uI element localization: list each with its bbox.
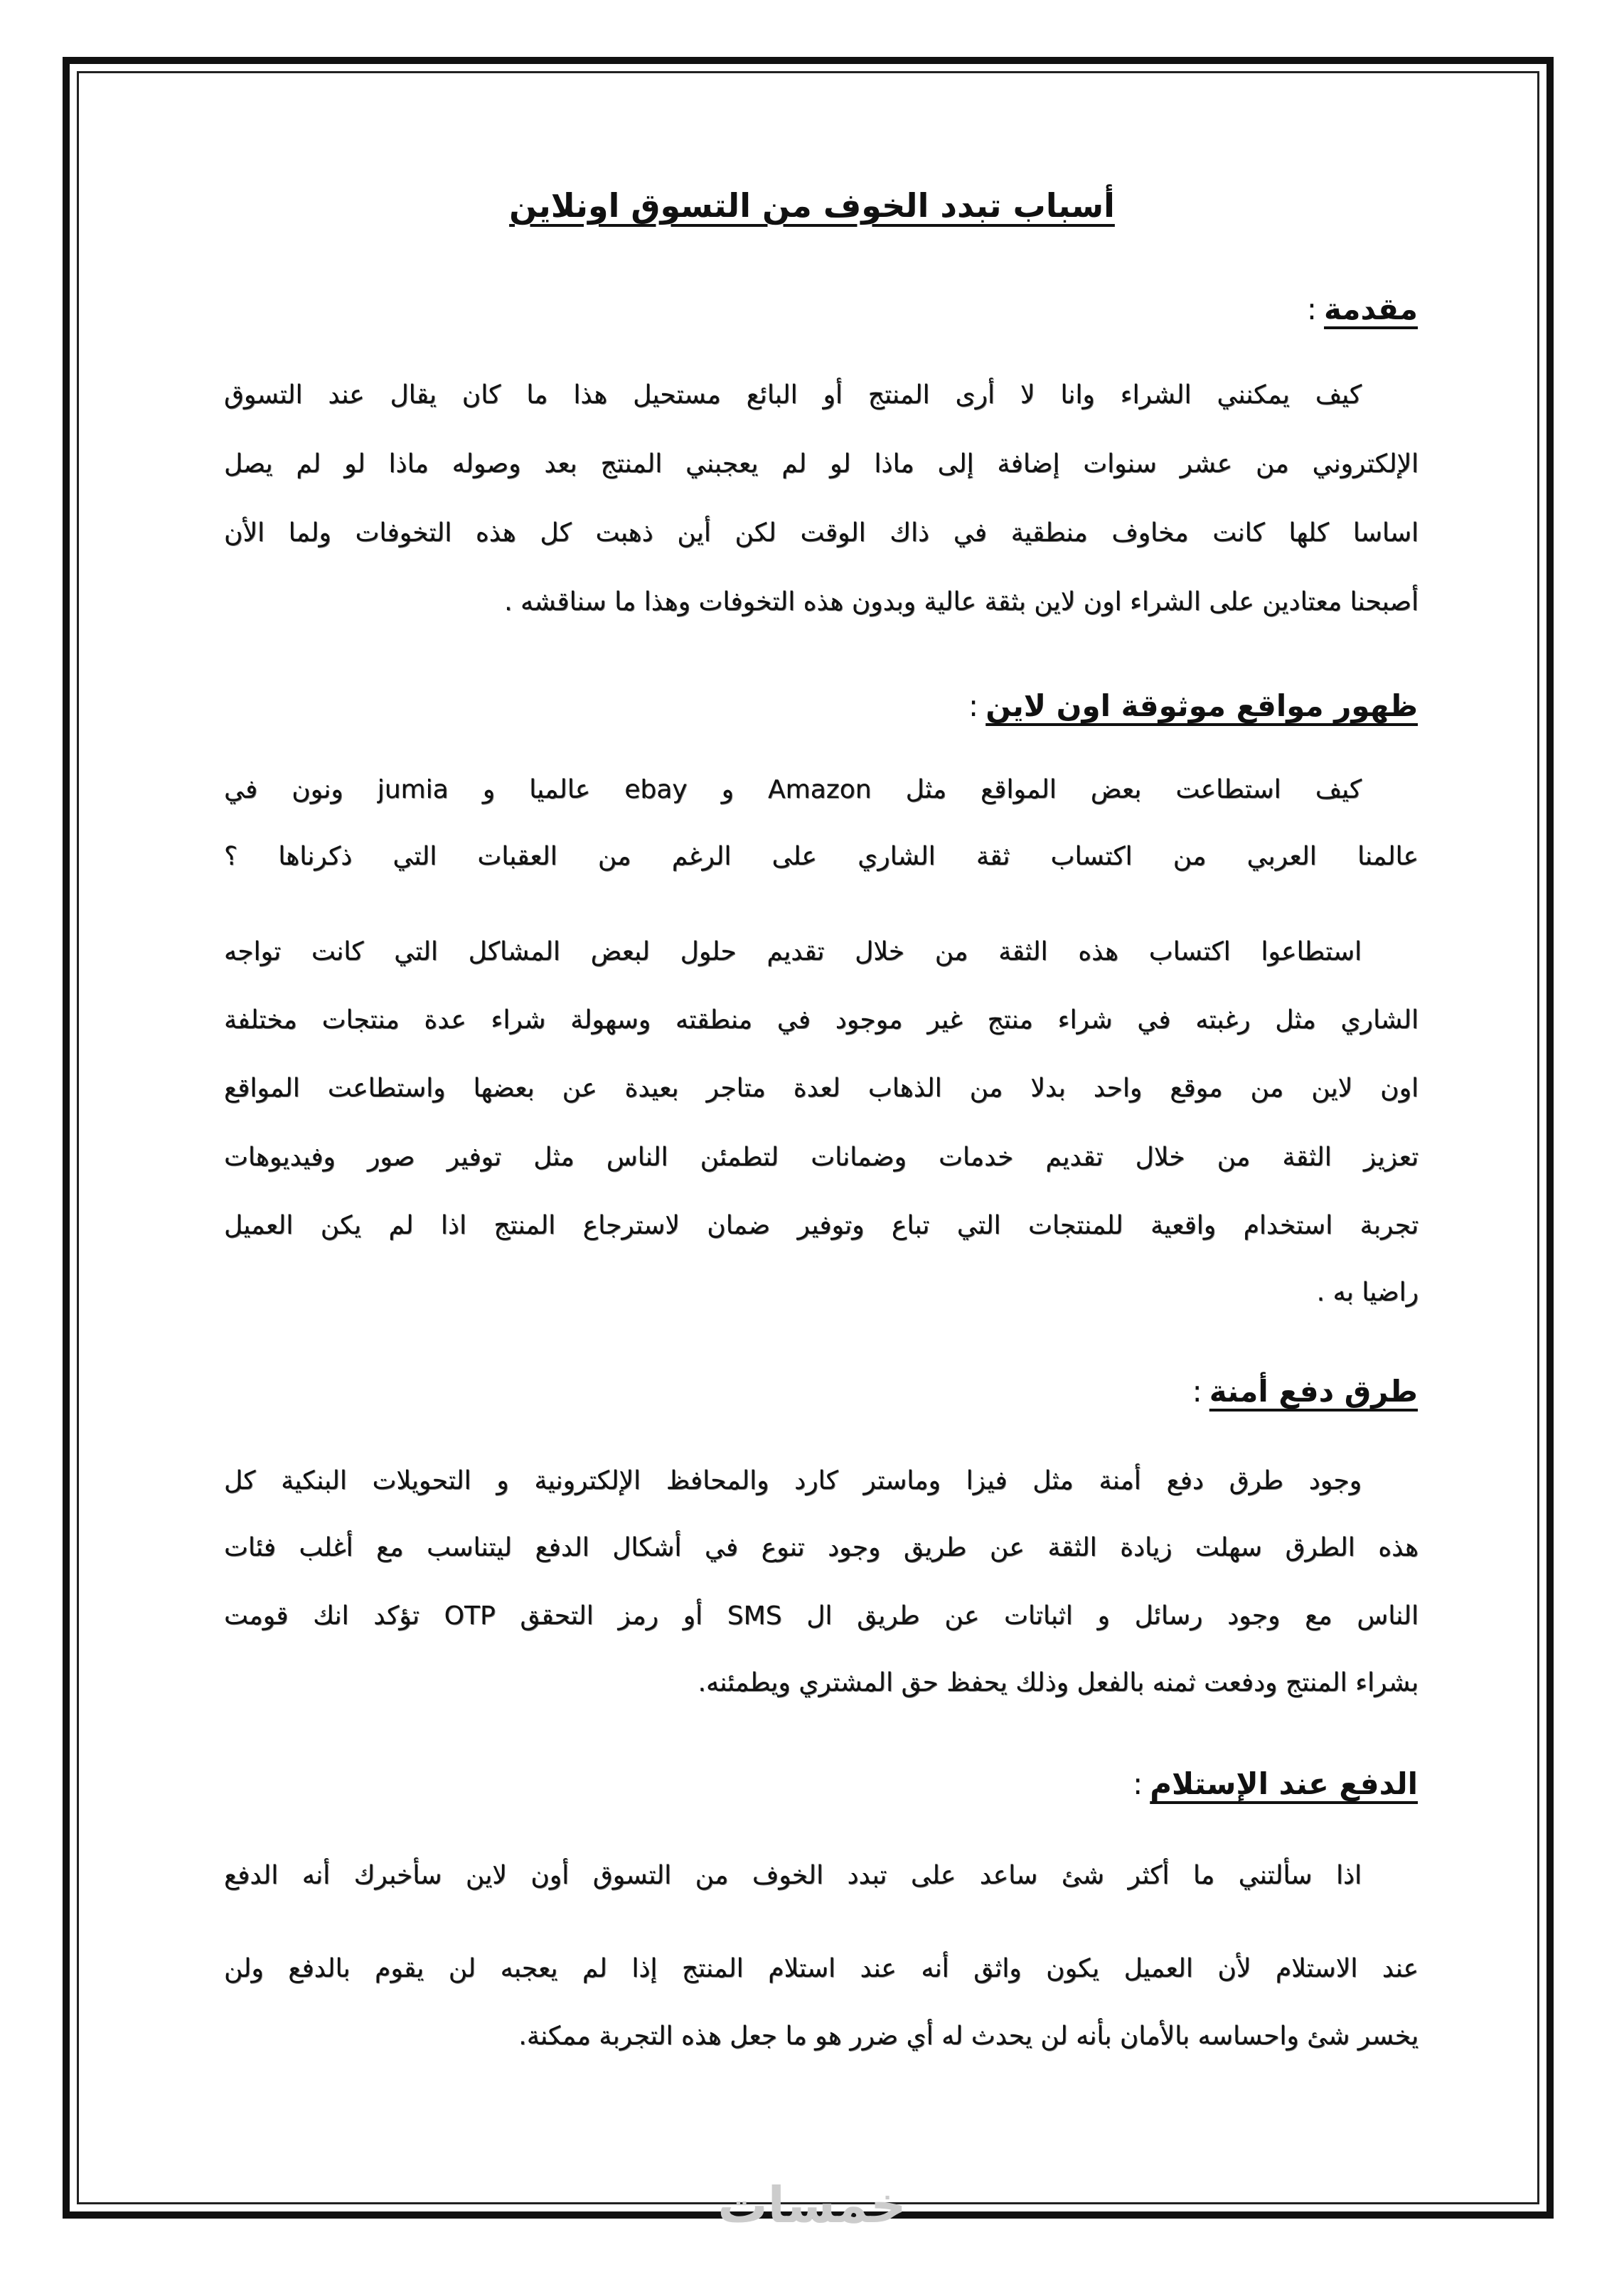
paragraph-line: الإلكتروني من عشر سنوات إضافة إلى ماذا لو لم يعجبني المنتج بعد وصوله ماذا لو لم يصل <box>224 449 1419 479</box>
paragraph-line: كيف استطاعت بعض المواقع مثل Amazon و ebay عالميا و jumia ونون في <box>224 775 1362 804</box>
paragraph-line: الناس مع وجود رسائل و اثباتات عن طريق ال SMS أو رمز التحقق OTP تؤكد انك قومت <box>224 1601 1419 1631</box>
heading-colon: : <box>1192 1374 1202 1409</box>
paragraph-line: تجربة استخدام واقعية للمنتجات التي تباع وتوفير ضمان لاسترجاع المنتج اذا لم يكن العميل <box>224 1211 1419 1240</box>
heading-text: مقدمة <box>1324 292 1418 326</box>
section-heading-trusted-sites <box>968 688 1418 723</box>
heading-colon: : <box>968 688 979 723</box>
paragraph-line: اساسا كلها كانت مخاوف منطقية في ذاك الوقت لكن أين ذهبت كل هذه التخوفات ولما الأن <box>224 518 1419 548</box>
paragraph-line: استطاعوا اكتساب هذه الثقة من خلال تقديم حلول لبعض المشاكل التي كانت تواجه <box>224 937 1362 966</box>
paragraph-line: راضيا به . <box>1316 1278 1419 1307</box>
paragraph-line: أصبحنا معتادين على الشراء اون لاين بثقة عالية وبدون هذه التخوفات وهذا ما سناقشه . <box>504 587 1419 617</box>
paragraph-line: بشراء المنتج ودفعت ثمنه بالفعل وذلك يحفظ حق المشتري ويطمئنه. <box>698 1668 1419 1697</box>
heading-text: ظهور مواقع موثوقة اون لاين <box>985 688 1418 723</box>
paragraph-line: الشاري مثل رغبته في شراء منتج غير موجود في منطقته وسهولة شراء عدة منتجات مختلفة <box>224 1005 1419 1035</box>
section-heading-secure-payment <box>1192 1374 1418 1409</box>
paragraph-line: اون لاين من موقع واحد بدلا من الذهاب لعدة متاجر بعيدة عن بعضها واستطاعت المواقع <box>224 1074 1419 1103</box>
section-heading-intro <box>1307 292 1418 326</box>
paragraph-line: كيف يمكنني الشراء وانا لا أرى المنتج أو البائع مستحيل هذا ما كان يقال عند التسوق <box>224 380 1362 410</box>
title-text: أسباب تبدد الخوف من التسوق اونلاين <box>509 186 1115 225</box>
heading-colon: : <box>1133 1766 1143 1801</box>
paragraph-line: وجود طرق دفع أمنة مثل فيزا وماستر كارد والمحافظ الإلكترونية و التحويلات البنكية كل <box>224 1466 1362 1495</box>
paragraph-line: يخسر شئ واحساسه بالأمان بأنه لن يحدث له أي ضرر هو ما جعل هذه التجربة ممكنة. <box>518 2022 1419 2051</box>
watermark-logo: خمسات <box>717 2176 907 2234</box>
section-heading-cash-on-delivery <box>1133 1766 1418 1801</box>
paragraph-line: عند الاستلام لأن العميل يكون واثق أنه عند استلام المنتج إذا لم يعجبه لن يقوم بالدفع ولن <box>224 1954 1419 1983</box>
document-title <box>0 186 1624 225</box>
heading-text: طرق دفع أمنة <box>1209 1374 1418 1409</box>
paragraph-line: اذا سألتني ما أكثر شئ ساعد على تبدد الخوف من التسوق أون لاين سأخبرك أنه الدفع <box>224 1861 1362 1890</box>
heading-text: الدفع عند الإستلام <box>1150 1766 1418 1801</box>
paragraph-line: هذه الطرق سهلت زيادة الثقة عن طريق وجود تنوع في أشكال الدفع ليتناسب مع أغلب فئات <box>224 1533 1419 1562</box>
heading-colon: : <box>1306 292 1318 326</box>
paragraph-line: عالمنا العربي من اكتساب ثقة الشاري على الرغم من العقبات التي ذكرناها ؟ <box>224 842 1419 871</box>
paragraph-line: تعزيز الثقة من خلال تقديم خدمات وضمانات لتطمئن الناس مثل توفير صور وفيديوهات <box>224 1143 1419 1172</box>
